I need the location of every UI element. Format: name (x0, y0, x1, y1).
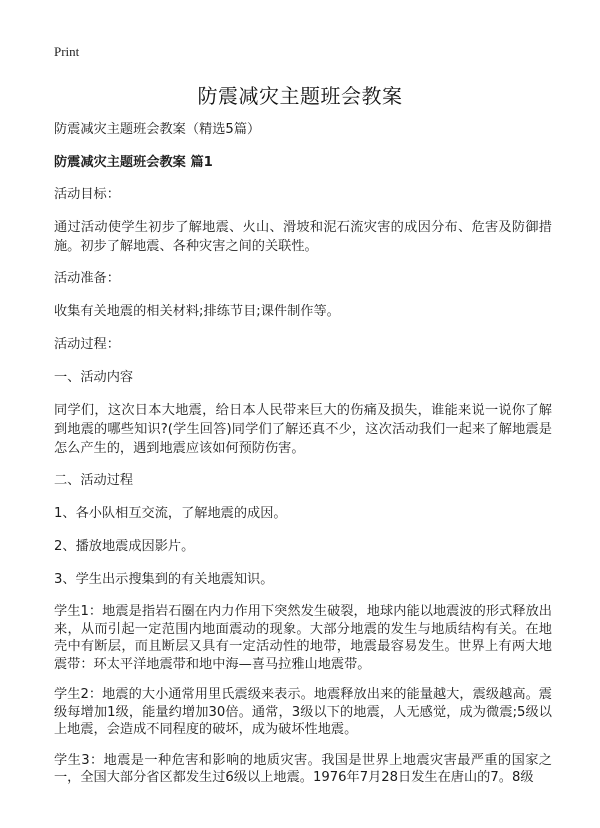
prep-text: 收集有关地震的相关材料;排练节目;课件制作等。 (54, 304, 340, 319)
document-body (54, 120, 552, 800)
part1-label: 一、活动内容 (54, 370, 134, 385)
goal-label: 活动目标： (54, 187, 120, 202)
document-title: 防震减灾主题班会教案 (197, 84, 403, 108)
step-3: 3、学生出示搜集到的有关地震知识。 (54, 572, 274, 587)
part1-text: 同学们，这次日本大地震，给日本人民带来巨大的伤痛及损失，谁能来说一说你了解到地震的哪些知识?(学生回答)同学们了解还真不少，这次活动我们一起来了解地震是怎么产生的，遇到地震应该如何预防伤害。 (54, 403, 552, 456)
print-link[interactable]: Print (54, 44, 80, 59)
document-subtitle: 防震减灾主题班会教案（精选5篇） (54, 122, 261, 137)
student-2-text: 学生2：地震的大小通常用里氏震级来表示。地震释放出来的能量越大，震级越高。震级每增加1级，能量约增加30倍。通常，3级以下的地震，人无感觉，成为微震;5级以上地震，会造成不同程度的破坏，成为破坏性地震。 (54, 687, 552, 737)
step-2: 2、播放地震成因影片。 (54, 539, 195, 554)
step-1: 1、各小队相互交流，了解地震的成因。 (54, 506, 287, 521)
section-heading: 防震减灾主题班会教案 篇1 (54, 155, 213, 170)
student-3-text: 学生3：地震是一种危害和影响的地质灾害。我国是世界上地震灾害最严重的国家之一，全国大部分省区都发生过6级以上地震。1976年7月28日发生在唐山的7。8级 (54, 752, 552, 785)
goal-text: 通过活动使学生初步了解地震、火山、滑坡和泥石流灾害的成因分布、危害及防御措施。初步了解地震、各种灾害之间的关联性。 (54, 220, 552, 254)
prep-label: 活动准备： (54, 271, 120, 286)
student-1-text: 学生1：地震是指岩石圈在内力作用下突然发生破裂，地球内能以地震波的形式释放出来，从而引起一定范围内地面震动的现象。大部分地震的发生与地质结构有关。在地壳中有断层，而且断层又具有一定活动性的地带，地震最容易发生。世界上有两大地震带：环太平洋地震带和地中海—喜马拉雅山地震带。 (54, 604, 552, 672)
part2-label: 二、活动过程 (54, 473, 134, 488)
process-label: 活动过程： (54, 337, 120, 352)
